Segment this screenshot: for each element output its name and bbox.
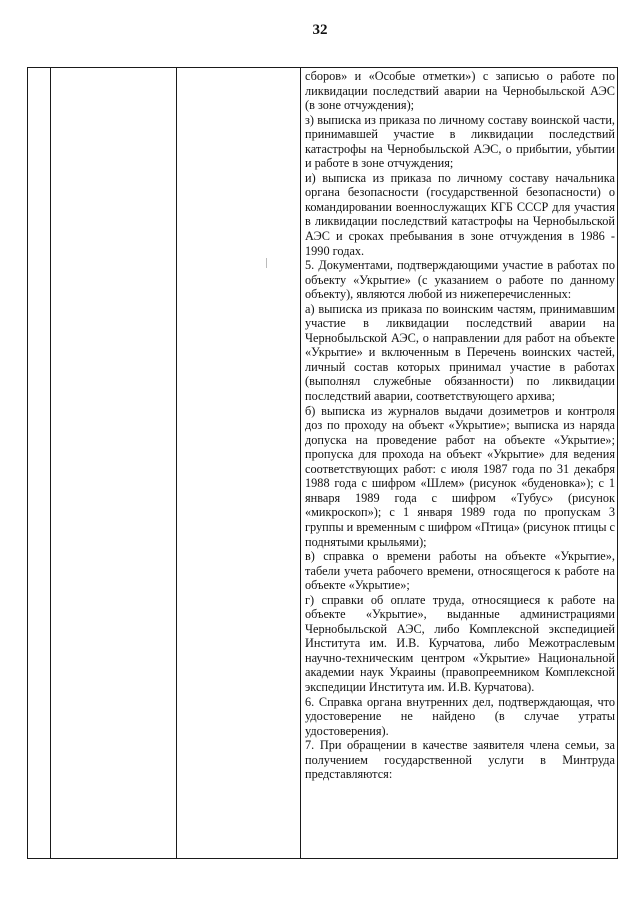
paragraph: сборов» и «Особые отметки») с записью о работе по ликвидации последствий аварии на Чернобыльской АЭС (в зоне отчуждения); [305,69,615,113]
paragraph: в) справка о времени работы на объекте «Укрытие», табели учета рабочего времени, относящегося к работе на объекте «Укрытие»; [305,549,615,593]
table-column-divider [176,68,177,858]
paragraph: б) выписка из журналов выдачи дозиметров и контроля доз по проходу на объект «Укрытие»; выписка из наряда допуска на проведение работ на объекте «Укрытие»; пропуска для прохода на объект «Укрытие» для ведения соответствующих работ: с июля 1987 года по 31 декабря 1988 года с шифром «Шлем» (рисунок «буденовка»); с 1 января 1989 года с шифром «Тубус» (рисунок «микроскоп»); с 1 января 1989 года по пропускам 3 группы и временным с шифром «Птица» (рисунок птицы с поднятыми крыльями); [305,403,615,549]
paragraph: г) справки об оплате труда, относящиеся к работе на объекте «Укрытие», выданные администрациями Чернобыльской АЭС, либо Комплексной экспедицией Института им. И.В. Курчатова, либо Межотраслевым научно-техническим центром «Укрытие» Национальной академии наук Украины (правопреемником Комплексной экспедиции Института им. И.В. Курчатова). [305,592,615,694]
paragraph: 7. При обращении в качестве заявителя члена семьи, за получением государственной услуги в Минтруда представляются: [305,738,615,782]
document-table [27,67,618,859]
table-column-divider [300,68,301,858]
table-column-divider [50,68,51,858]
scan-mark [266,258,267,268]
table-cell-content [305,69,615,782]
paragraph: 6. Справка органа внутренних дел, подтверждающая, что удостоверение не найдено (в случае утраты удостоверения). [305,694,615,738]
paragraph: з) выписка из приказа по личному составу воинской части, принимавшей участие в ликвидации последствий катастрофы на Чернобыльской АЭС, о прибытии, убытии и работе в зоне отчуждения; [305,112,615,171]
paragraph: а) выписка из приказа по воинским частям, принимавшим участие в ликвидации последствий аварии на Чернобыльской АЭС, о направлении для работ на объекте «Укрытие» и включенным в Перечень воинских частей, личный состав которых принимал участие в работах (выполнял служебные обязанности) по ликвидации последствий аварии, соответствующего архива; [305,301,615,404]
paragraph: и) выписка из приказа по личному составу начальника органа безопасности (государственной безопасности) о командировании военнослужащих КГБ СССР для участия в ликвидации последствий катастрофы на Чернобыльской АЭС и сроках пребывания в зоне отчуждения в 1986 - 1990 годах. [305,170,615,258]
paragraph: 5. Документами, подтверждающими участие в работах по объекту «Укрытие» (с указанием о работе по данному объекту), являются любой из нижеперечисленных: [305,258,615,302]
page-number: 32 [312,22,328,38]
